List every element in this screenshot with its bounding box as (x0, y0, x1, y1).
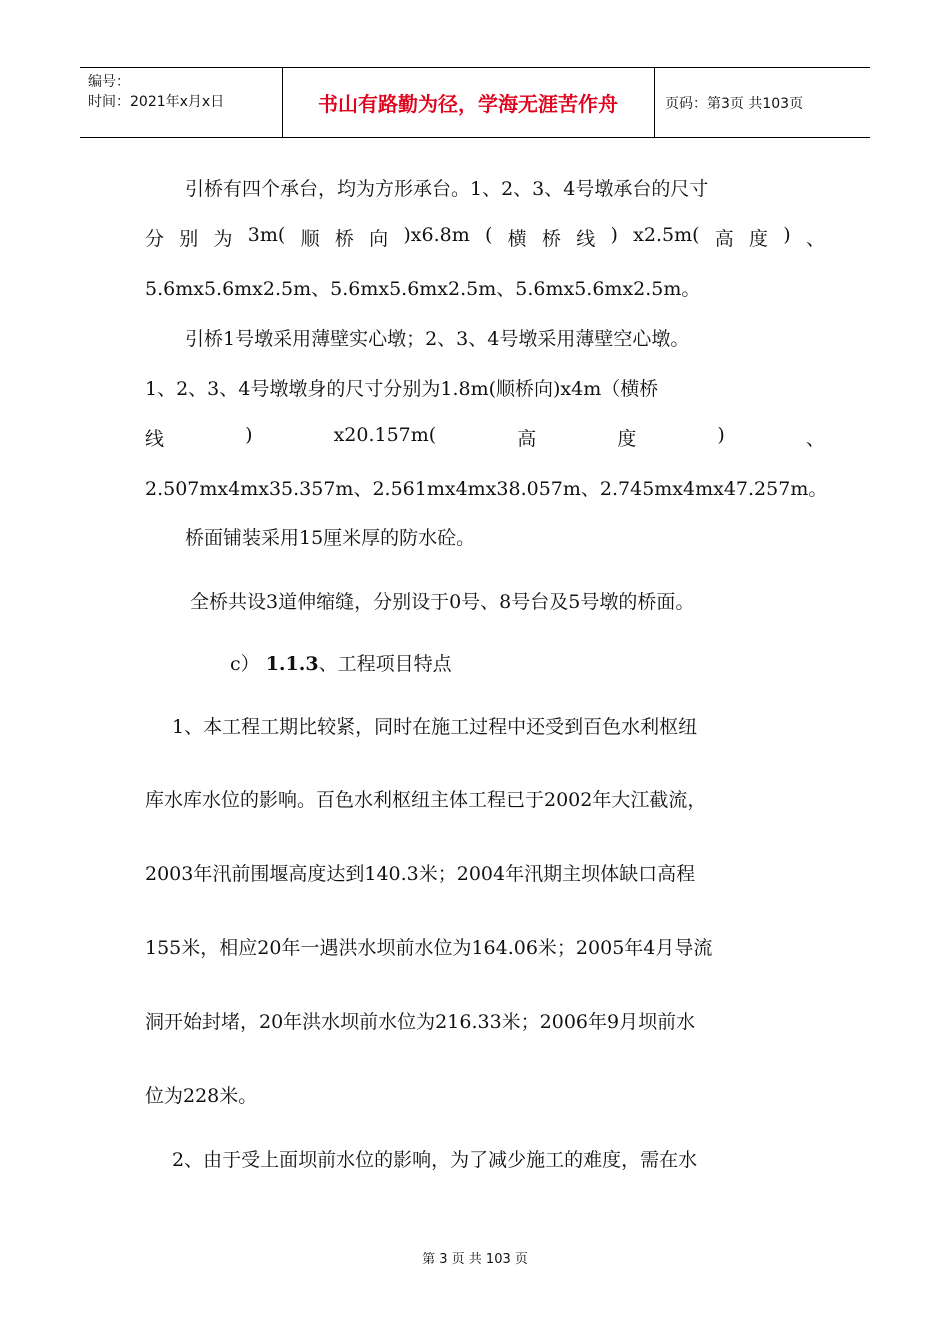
body-line: 1、本工程工期比较紧，同时在施工过程中还受到百色水利枢纽 (172, 716, 698, 738)
number-label: 编号： (88, 74, 130, 90)
justified-token: ) (245, 424, 253, 446)
justified-token: 顺 (300, 228, 320, 250)
body-line-justified (145, 424, 825, 451)
justified-token: 、 (805, 428, 825, 450)
body-line: 洞开始封堵，20年洪水坝前水位为216.33米；2006年9月坝前水 (145, 1011, 696, 1033)
body-line: 155米，相应20年一遇洪水坝前水位为164.06米；2005年4月导流 (145, 937, 713, 959)
heading-text: 、工程项目特点 (318, 653, 452, 675)
body-line: 2、由于受上面坝前水位的影响，为了减少施工的难度，需在水 (172, 1149, 698, 1171)
section-heading (230, 649, 452, 676)
page-header (80, 67, 870, 138)
body-line: 桥面铺装采用15厘米厚的防水砼。 (185, 527, 476, 549)
justified-token: 高 (714, 228, 734, 250)
body-line: 5.6mx5.6mx2.5m、5.6mx5.6mx2.5m、5.6mx5.6mx2.5m。 (145, 278, 701, 300)
justified-token: 度 (749, 228, 769, 250)
justified-token: 向 (369, 228, 389, 250)
heading-prefix: c） (230, 653, 266, 675)
page-footer: 第 3 页 共 103 页 (422, 1252, 528, 1267)
body-line: 1、2、3、4号墩墩身的尺寸分别为1.8m(顺桥向)x4m（横桥 (145, 378, 659, 400)
body-line-justified (145, 224, 825, 251)
justified-token: ) (717, 424, 725, 446)
justified-token: 分 (145, 228, 165, 250)
justified-token: x20.157m( (333, 424, 437, 446)
body-line: 2.507mx4mx35.357m、2.561mx4mx38.057m、2.745mx4mx47.257m。 (145, 478, 828, 500)
justified-token: 线 (145, 428, 165, 450)
justified-token: 桥 (334, 228, 354, 250)
justified-token: 别 (179, 228, 199, 250)
header-meta (80, 68, 282, 137)
justified-token: 高 (517, 428, 537, 450)
justified-token: 为 (213, 228, 233, 250)
justified-token: 3m( (247, 224, 286, 246)
justified-token: ) (783, 224, 791, 246)
body-line: 库水库水位的影响。百色水利枢纽主体工程已于2002年大江截流， (145, 789, 707, 811)
time-label: 时间：2021年x月x日 (88, 94, 225, 110)
body-line: 引桥有四个承台，均为方形承台。1、2、3、4号墩承台的尺寸 (185, 178, 709, 200)
body-line: 全桥共设3道伸缩缝，分别设于0号、8号台及5号墩的桥面。 (190, 591, 695, 613)
header-page-info: 页码：第3页 共103页 (665, 95, 804, 112)
justified-token: ) (610, 224, 618, 246)
justified-token: 度 (617, 428, 637, 450)
justified-token: 桥 (541, 228, 561, 250)
justified-token: 线 (576, 228, 596, 250)
justified-token: )x6.8m (403, 224, 470, 246)
justified-token: ( (485, 224, 493, 246)
justified-token: 横 (507, 228, 527, 250)
header-motto: 书山有路勤为径，学海无涯苦作舟 (318, 92, 618, 116)
body-line: 2003年汛前围堰高度达到140.3米；2004年汛期主坝体缺口高程 (145, 863, 696, 885)
justified-token: 、 (805, 228, 825, 250)
justified-token: x2.5m( (633, 224, 700, 246)
heading-number: 1.1.3 (265, 653, 319, 675)
body-line: 引桥1号墩采用薄壁实心墩；2、3、4号墩采用薄壁空心墩。 (185, 328, 690, 350)
body-line: 位为228米。 (145, 1085, 258, 1107)
